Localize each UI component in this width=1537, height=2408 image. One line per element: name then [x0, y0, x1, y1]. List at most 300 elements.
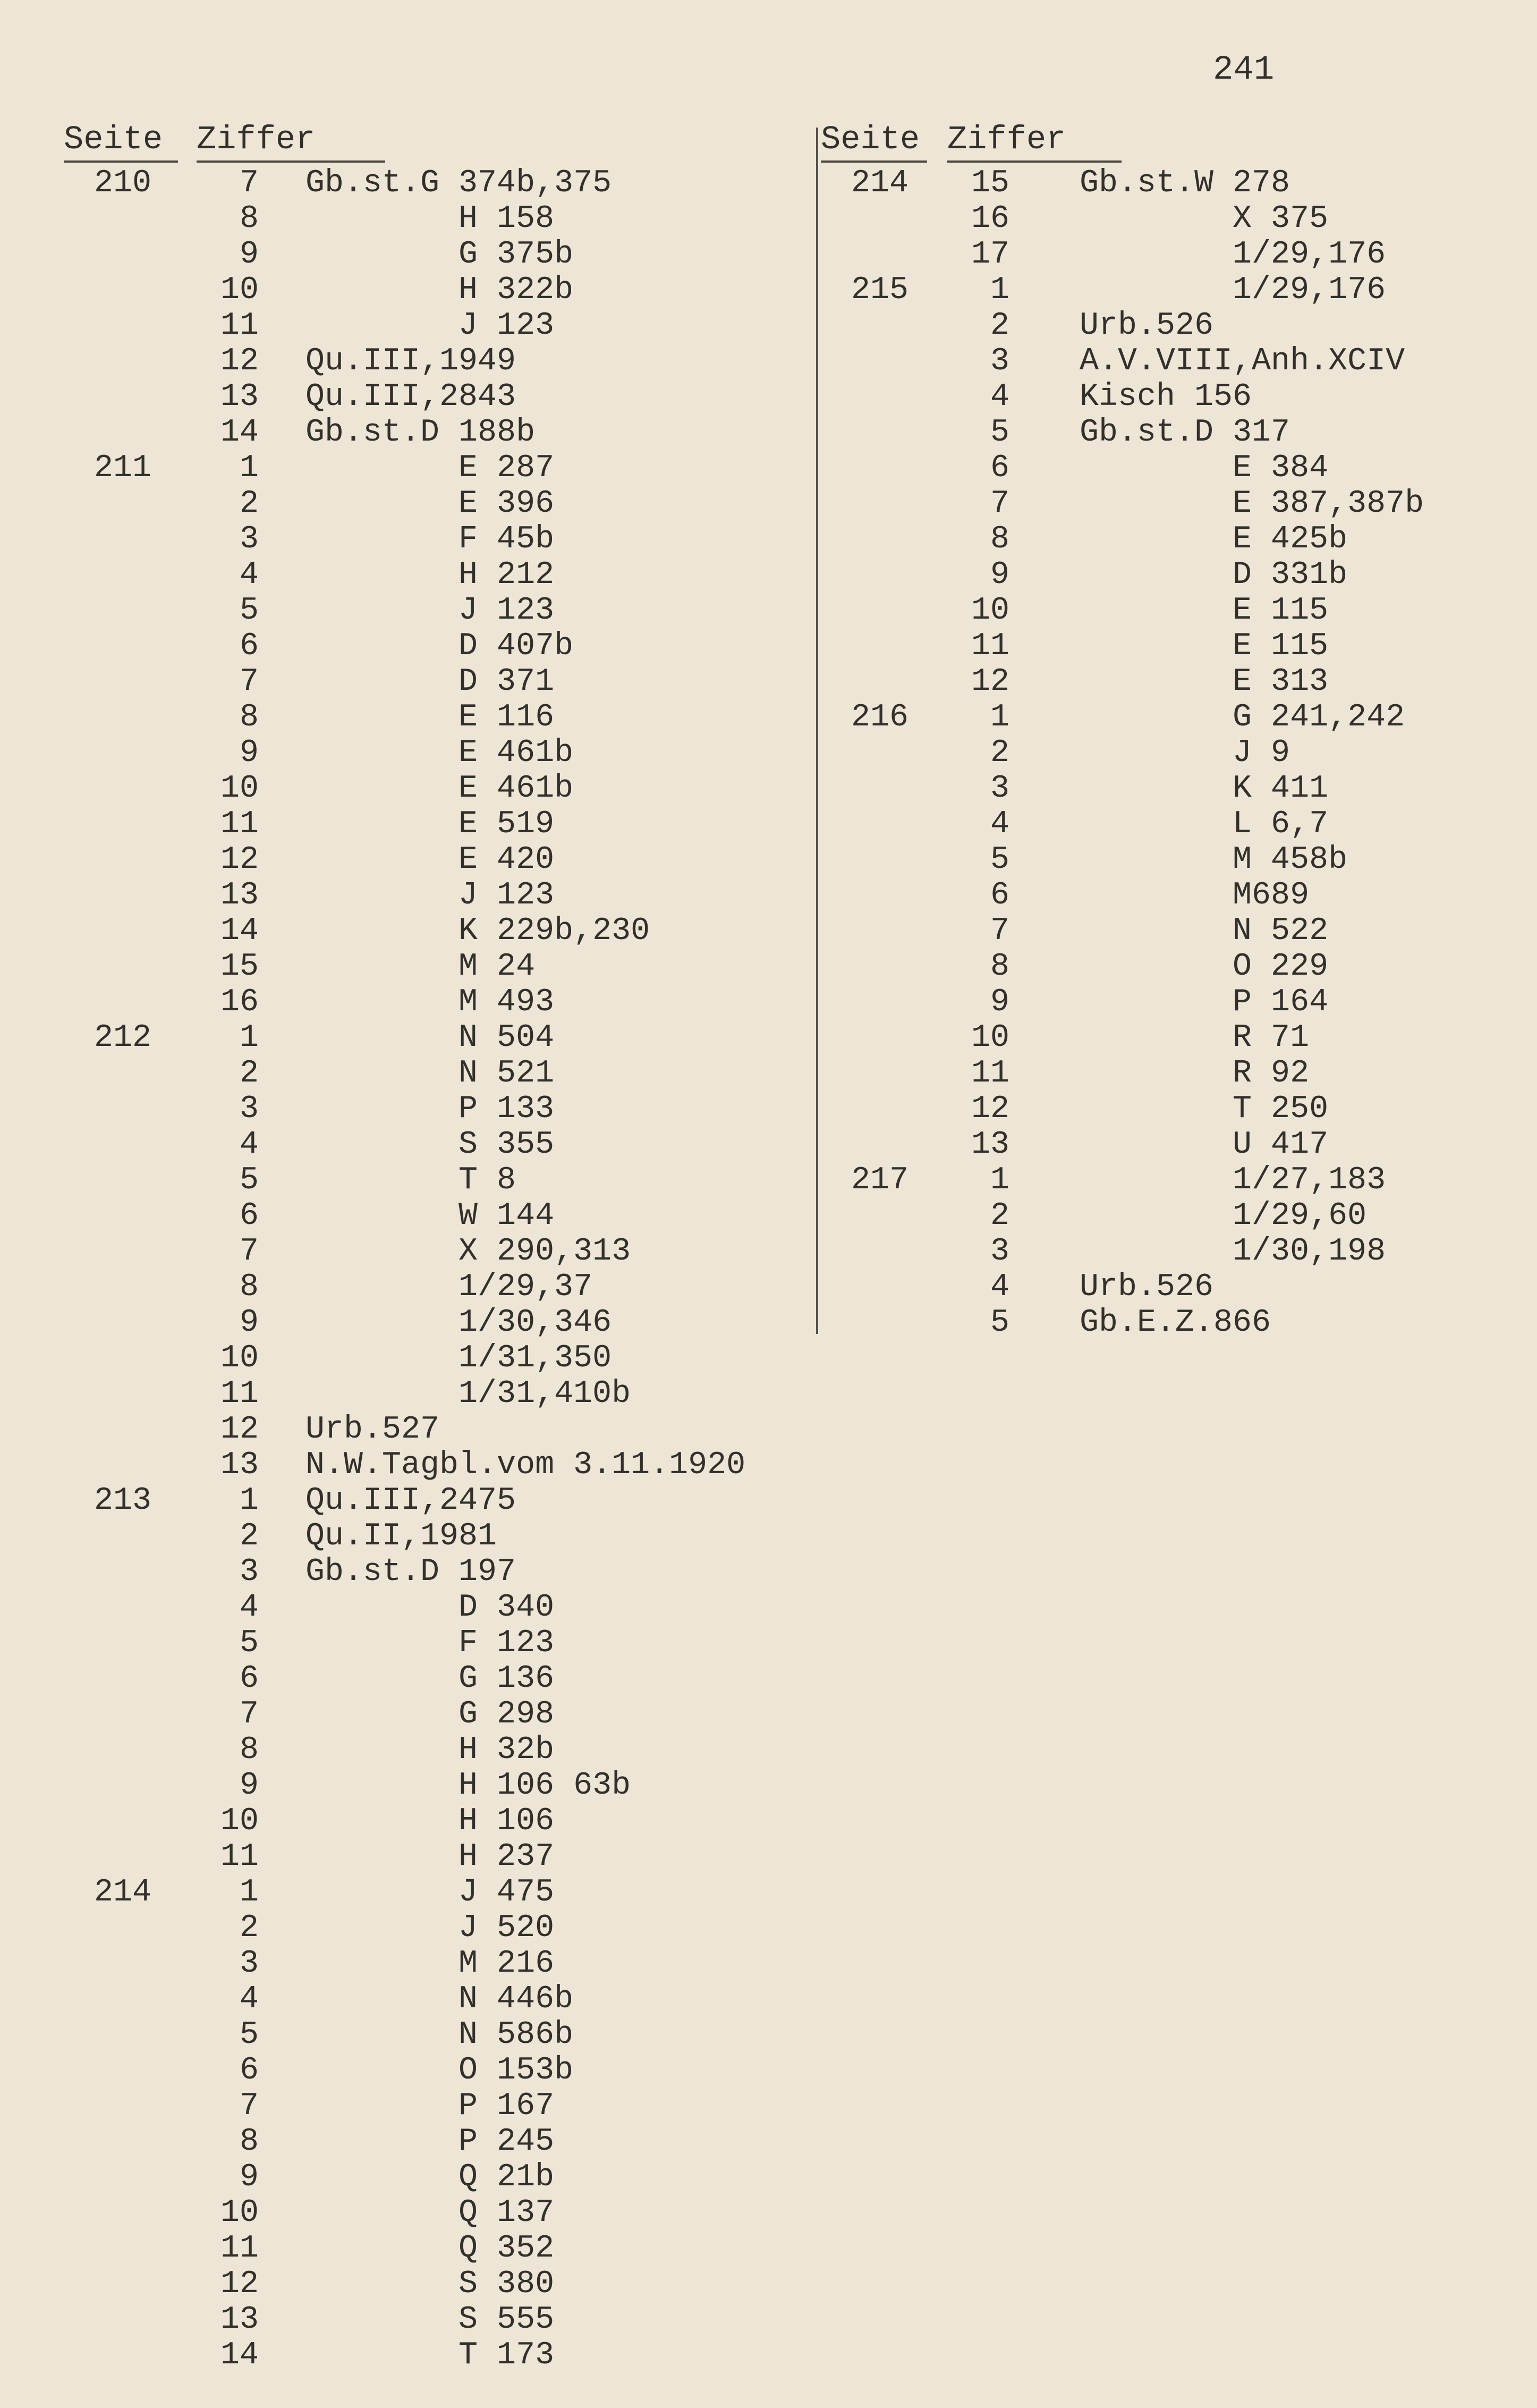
table-row: [821, 1127, 1537, 1163]
table-row: [64, 1341, 808, 1376]
table-row: [821, 415, 1537, 451]
reference-cell: E 519: [305, 806, 555, 842]
ziffer-cell: 3: [990, 343, 1009, 379]
ziffer-cell: 16: [220, 984, 259, 1020]
ziffer-cell: 1: [990, 699, 1009, 736]
ziffer-cell: 4: [239, 1981, 259, 2017]
ziffer-cell: 15: [971, 165, 1009, 201]
reference-cell: P 167: [305, 2088, 555, 2124]
reference-cell: U 417: [1080, 1127, 1329, 1163]
reference-cell: H 212: [305, 557, 555, 593]
reference-cell: L 6,7: [1080, 806, 1329, 842]
table-row: [64, 1448, 808, 1483]
table-row: [64, 2053, 808, 2089]
table-row: [64, 1270, 808, 1305]
reference-cell: K 229b,230: [305, 913, 650, 949]
table-row: [821, 771, 1537, 807]
ziffer-cell: 13: [220, 379, 259, 415]
reference-cell: J 520: [305, 1910, 555, 1946]
ziffer-cell: 7: [239, 165, 259, 201]
reference-cell: W 144: [305, 1198, 555, 1234]
table-row: [64, 2338, 808, 2373]
table-row: [64, 878, 808, 914]
table-row: [821, 878, 1537, 914]
reference-cell: Qu.III,1949: [305, 343, 516, 379]
reference-cell: J 123: [305, 877, 555, 914]
ziffer-cell: 13: [220, 2302, 259, 2338]
reference-cell: J 123: [305, 308, 555, 344]
table-row: [821, 1305, 1537, 1341]
reference-cell: G 241,242: [1080, 699, 1405, 736]
reference-cell: Gb.st.D 188b: [305, 415, 536, 451]
reference-cell: M 24: [305, 949, 536, 985]
ziffer-cell: 11: [220, 308, 259, 344]
reference-cell: K 411: [1080, 771, 1329, 807]
ziffer-cell: 6: [239, 2052, 259, 2089]
table-row: [821, 664, 1537, 700]
ziffer-cell: 10: [220, 771, 259, 807]
table-row: [64, 1519, 808, 1554]
reference-cell: G 375b: [305, 236, 574, 273]
ziffer-cell: 1: [239, 450, 259, 486]
ziffer-cell: 12: [220, 842, 259, 878]
table-row: [64, 1483, 808, 1519]
reference-cell: J 9: [1080, 735, 1290, 771]
ziffer-cell: 11: [220, 806, 259, 842]
reference-cell: Gb.st.G 374b,375: [305, 165, 612, 201]
table-row: [64, 1804, 808, 1839]
table-row: [64, 1056, 808, 1092]
reference-cell: N 522: [1080, 913, 1329, 949]
table-row: [64, 914, 808, 949]
reference-cell: G 136: [305, 1661, 555, 1697]
reference-cell: 1/31,350: [305, 1340, 612, 1376]
ziffer-cell: 8: [990, 521, 1009, 557]
table-row: [64, 2195, 808, 2231]
reference-cell: S 555: [305, 2302, 555, 2338]
table-row: [64, 629, 808, 664]
reference-cell: E 115: [1080, 628, 1329, 664]
table-row: [821, 1056, 1537, 1092]
ziffer-cell: 5: [239, 593, 259, 629]
table-row: [64, 308, 808, 344]
table-row: [64, 1198, 808, 1234]
table-row: [64, 1590, 808, 1626]
reference-cell: G 298: [305, 1696, 555, 1733]
reference-cell: Qu.II,1981: [305, 1518, 497, 1554]
ziffer-cell: 12: [220, 1412, 259, 1448]
reference-cell: E 425b: [1080, 521, 1348, 557]
ziffer-cell: 10: [220, 2195, 259, 2231]
ziffer-cell: 2: [990, 735, 1009, 771]
ziffer-cell: 15: [220, 949, 259, 985]
ziffer-cell: 9: [990, 984, 1009, 1020]
ziffer-cell: 7: [990, 486, 1009, 522]
table-row: [64, 1412, 808, 1448]
table-row: [64, 1554, 808, 1590]
table-row: [821, 308, 1537, 344]
ziffer-cell: 11: [220, 2230, 259, 2267]
ziffer-cell: 2: [239, 1518, 259, 1554]
reference-cell: Q 21b: [305, 2159, 555, 2195]
reference-cell: E 396: [305, 486, 555, 522]
reference-cell: Urb.526: [1080, 308, 1214, 344]
page-number: 241: [1213, 51, 1275, 89]
table-row: [64, 700, 808, 736]
table-row: [64, 842, 808, 878]
table-row: [64, 985, 808, 1020]
ziffer-cell: 6: [990, 450, 1009, 486]
reference-cell: E 420: [305, 842, 555, 878]
seite-cell: 214: [94, 1874, 151, 1911]
ziffer-cell: 7: [239, 664, 259, 700]
reference-cell: 1/30,346: [305, 1305, 612, 1341]
reference-cell: T 173: [305, 2337, 555, 2373]
table-row: [64, 1305, 808, 1341]
reference-cell: 1/31,410b: [305, 1376, 631, 1412]
reference-cell: A.V.VIII,Anh.XCIV: [1080, 343, 1405, 379]
ziffer-cell: 12: [971, 664, 1009, 700]
table-row: [64, 2302, 808, 2338]
table-row: [821, 1163, 1537, 1198]
ziffer-cell: 11: [220, 1376, 259, 1412]
header-seite: Seite: [821, 121, 920, 158]
reference-cell: M 216: [305, 1946, 555, 1982]
reference-cell: 1/30,198: [1080, 1233, 1386, 1270]
ziffer-cell: 2: [239, 486, 259, 522]
table-row: [821, 985, 1537, 1020]
table-row: [64, 1376, 808, 1412]
table-row: [64, 237, 808, 273]
header-underline: [947, 160, 1122, 163]
ziffer-cell: 11: [971, 628, 1009, 664]
reference-cell: S 380: [305, 2266, 555, 2302]
reference-cell: X 375: [1080, 201, 1329, 237]
reference-cell: Q 137: [305, 2195, 555, 2231]
seite-cell: 217: [851, 1162, 908, 1198]
ziffer-cell: 2: [239, 1055, 259, 1092]
table-row: [821, 451, 1537, 486]
reference-cell: E 461b: [305, 771, 574, 807]
table-row: [64, 1875, 808, 1911]
reference-cell: M 493: [305, 984, 555, 1020]
table-row: [64, 1733, 808, 1768]
ziffer-cell: 6: [239, 628, 259, 664]
ziffer-cell: 1: [990, 272, 1009, 308]
reference-cell: M 458b: [1080, 842, 1348, 878]
ziffer-cell: 3: [239, 1554, 259, 1590]
ziffer-cell: 9: [239, 735, 259, 771]
ziffer-cell: 7: [239, 1696, 259, 1733]
ziffer-cell: 9: [239, 1305, 259, 1341]
ziffer-cell: 8: [239, 1732, 259, 1768]
table-row: [821, 593, 1537, 629]
reference-cell: 1/27,183: [1080, 1162, 1386, 1198]
reference-cell: O 153b: [305, 2052, 574, 2089]
ziffer-cell: 2: [990, 1198, 1009, 1234]
ziffer-cell: 3: [239, 1946, 259, 1982]
table-row: [821, 486, 1537, 522]
table-row: [64, 557, 808, 593]
table-row: [821, 1234, 1537, 1270]
reference-cell: T 8: [305, 1162, 516, 1198]
ziffer-cell: 8: [990, 949, 1009, 985]
table-row: [64, 166, 808, 201]
ziffer-cell: 8: [239, 201, 259, 237]
reference-cell: H 32b: [305, 1732, 555, 1768]
ziffer-cell: 12: [220, 2266, 259, 2302]
reference-cell: H 106: [305, 1803, 555, 1839]
reference-cell: D 407b: [305, 628, 574, 664]
reference-cell: R 71: [1080, 1020, 1310, 1056]
ziffer-cell: 12: [971, 1091, 1009, 1127]
reference-cell: T 250: [1080, 1091, 1329, 1127]
reference-cell: N 586b: [305, 2017, 574, 2053]
table-row: [64, 2017, 808, 2053]
seite-cell: 213: [94, 1483, 151, 1519]
reference-cell: E 387,387b: [1080, 486, 1424, 522]
ziffer-cell: 8: [239, 1269, 259, 1305]
ziffer-cell: 9: [990, 557, 1009, 593]
table-row: [821, 700, 1537, 736]
ziffer-cell: 1: [239, 1874, 259, 1911]
ziffer-cell: 4: [239, 1590, 259, 1626]
table-row: [821, 736, 1537, 771]
ziffer-cell: 13: [971, 1127, 1009, 1163]
reference-cell: Kisch 156: [1080, 379, 1252, 415]
header-underline: [64, 160, 178, 163]
reference-cell: E 384: [1080, 450, 1329, 486]
table-row: [64, 486, 808, 522]
reference-cell: N 504: [305, 1020, 555, 1056]
ziffer-cell: 2: [239, 1910, 259, 1946]
reference-cell: E 287: [305, 450, 555, 486]
ziffer-cell: 3: [239, 1091, 259, 1127]
reference-cell: Qu.III,2475: [305, 1483, 516, 1519]
table-row: [821, 344, 1537, 379]
table-row: [64, 1946, 808, 1982]
table-row: [64, 1982, 808, 2017]
table-row: [821, 273, 1537, 308]
reference-cell: Q 352: [305, 2230, 555, 2267]
header-underline: [821, 160, 927, 163]
table-row: [64, 1626, 808, 1661]
table-row: [64, 1127, 808, 1163]
ziffer-cell: 10: [220, 1803, 259, 1839]
ziffer-cell: 5: [990, 1305, 1009, 1341]
table-row: [64, 1697, 808, 1733]
table-row: [64, 522, 808, 557]
reference-cell: N 521: [305, 1055, 555, 1092]
table-row: [64, 2124, 808, 2160]
table-row: [64, 1911, 808, 1946]
reference-cell: H 237: [305, 1839, 555, 1875]
ziffer-cell: 7: [239, 1233, 259, 1270]
reference-cell: P 245: [305, 2124, 555, 2160]
table-row: [64, 1839, 808, 1875]
reference-cell: J 123: [305, 593, 555, 629]
ziffer-cell: 5: [239, 1162, 259, 1198]
ziffer-cell: 17: [971, 236, 1009, 273]
column-divider: [816, 128, 818, 1334]
ziffer-cell: 4: [990, 1269, 1009, 1305]
ziffer-cell: 9: [239, 1768, 259, 1804]
table-row: [64, 1768, 808, 1804]
table-row: [821, 1020, 1537, 1056]
header-ziffer: Ziffer: [947, 121, 1066, 158]
reference-cell: N.W.Tagbl.vom 3.11.1920: [305, 1447, 746, 1483]
ziffer-cell: 6: [990, 877, 1009, 914]
ziffer-cell: 11: [971, 1055, 1009, 1092]
ziffer-cell: 10: [971, 593, 1009, 629]
reference-cell: D 331b: [1080, 557, 1348, 593]
reference-cell: H 322b: [305, 272, 574, 308]
table-row: [64, 664, 808, 700]
table-row: [821, 1270, 1537, 1305]
seite-cell: 216: [851, 699, 908, 736]
reference-cell: P 164: [1080, 984, 1329, 1020]
table-row: [821, 1198, 1537, 1234]
reference-cell: S 355: [305, 1127, 555, 1163]
reference-cell: Gb.st.W 278: [1080, 165, 1290, 201]
table-row: [64, 415, 808, 451]
ziffer-cell: 2: [990, 308, 1009, 344]
table-row: [64, 379, 808, 415]
ziffer-cell: 10: [220, 1340, 259, 1376]
reference-cell: R 92: [1080, 1055, 1310, 1092]
ziffer-cell: 5: [990, 415, 1009, 451]
ziffer-cell: 14: [220, 913, 259, 949]
table-row: [64, 2089, 808, 2124]
seite-cell: 210: [94, 165, 151, 201]
table-row: [821, 166, 1537, 201]
table-row: [64, 1020, 808, 1056]
reference-cell: Gb.E.Z.866: [1080, 1305, 1271, 1341]
reference-cell: E 313: [1080, 664, 1329, 700]
table-row: [64, 949, 808, 985]
ziffer-cell: 1: [239, 1483, 259, 1519]
ziffer-cell: 4: [990, 379, 1009, 415]
table-row: [821, 1092, 1537, 1127]
reference-cell: 1/29,37: [305, 1269, 593, 1305]
reference-cell: Qu.III,2843: [305, 379, 516, 415]
reference-cell: P 133: [305, 1091, 555, 1127]
reference-cell: D 340: [305, 1590, 555, 1626]
table-row: [821, 949, 1537, 985]
table-row: [64, 2267, 808, 2302]
seite-cell: 215: [851, 272, 908, 308]
ziffer-cell: 9: [239, 236, 259, 273]
ziffer-cell: 7: [990, 913, 1009, 949]
table-row: [64, 201, 808, 237]
reference-cell: X 290,313: [305, 1233, 631, 1270]
seite-cell: 214: [851, 165, 908, 201]
reference-cell: O 229: [1080, 949, 1329, 985]
reference-cell: Gb.st.D 197: [305, 1554, 516, 1590]
ziffer-cell: 5: [990, 842, 1009, 878]
table-row: [64, 1661, 808, 1697]
reference-cell: E 461b: [305, 735, 574, 771]
ziffer-cell: 14: [220, 415, 259, 451]
seite-cell: 212: [94, 1020, 151, 1056]
ziffer-cell: 10: [971, 1020, 1009, 1056]
reference-cell: H 106 63b: [305, 1768, 631, 1804]
table-row: [821, 914, 1537, 949]
table-row: [821, 842, 1537, 878]
ziffer-cell: 8: [239, 2124, 259, 2160]
table-row: [821, 522, 1537, 557]
ziffer-cell: 16: [971, 201, 1009, 237]
ziffer-cell: 3: [239, 521, 259, 557]
table-row: [821, 201, 1537, 237]
ziffer-cell: 6: [239, 1661, 259, 1697]
ziffer-cell: 8: [239, 699, 259, 736]
ziffer-cell: 14: [220, 2337, 259, 2373]
ziffer-cell: 6: [239, 1198, 259, 1234]
table-row: [64, 736, 808, 771]
table-row: [64, 1234, 808, 1270]
ziffer-cell: 1: [990, 1162, 1009, 1198]
table-row: [821, 237, 1537, 273]
table-row: [64, 593, 808, 629]
ziffer-cell: 5: [239, 1625, 259, 1661]
ziffer-cell: 4: [239, 557, 259, 593]
table-row: [821, 557, 1537, 593]
ziffer-cell: 3: [990, 1233, 1009, 1270]
ziffer-cell: 13: [220, 1447, 259, 1483]
table-row: [64, 344, 808, 379]
reference-cell: Urb.527: [305, 1412, 440, 1448]
ziffer-cell: 9: [239, 2159, 259, 2195]
ziffer-cell: 3: [990, 771, 1009, 807]
ziffer-cell: 1: [239, 1020, 259, 1056]
table-row: [64, 2160, 808, 2195]
reference-cell: Gb.st.D 317: [1080, 415, 1290, 451]
reference-cell: 1/29,176: [1080, 272, 1386, 308]
reference-cell: 1/29,176: [1080, 236, 1386, 273]
reference-cell: D 371: [305, 664, 555, 700]
reference-cell: E 115: [1080, 593, 1329, 629]
table-row: [64, 1092, 808, 1127]
reference-cell: N 446b: [305, 1981, 574, 2017]
ziffer-cell: 11: [220, 1839, 259, 1875]
ziffer-cell: 5: [239, 2017, 259, 2053]
ziffer-cell: 7: [239, 2088, 259, 2124]
table-row: [821, 629, 1537, 664]
reference-cell: F 123: [305, 1625, 555, 1661]
table-row: [64, 451, 808, 486]
reference-cell: 1/29,60: [1080, 1198, 1367, 1234]
reference-cell: H 158: [305, 201, 555, 237]
table-row: [64, 1163, 808, 1198]
ziffer-cell: 4: [239, 1127, 259, 1163]
header-ziffer: Ziffer: [197, 121, 316, 158]
ziffer-cell: 12: [220, 343, 259, 379]
reference-cell: E 116: [305, 699, 555, 736]
seite-cell: 211: [94, 450, 151, 486]
ziffer-cell: 13: [220, 877, 259, 914]
table-row: [64, 807, 808, 842]
table-row: [64, 273, 808, 308]
reference-cell: Urb.526: [1080, 1269, 1214, 1305]
header-seite: Seite: [64, 121, 163, 158]
reference-cell: J 475: [305, 1874, 555, 1911]
ziffer-cell: 4: [990, 806, 1009, 842]
table-row: [821, 807, 1537, 842]
reference-cell: M689: [1080, 877, 1310, 914]
header-underline: [197, 160, 385, 163]
ziffer-cell: 10: [220, 272, 259, 308]
